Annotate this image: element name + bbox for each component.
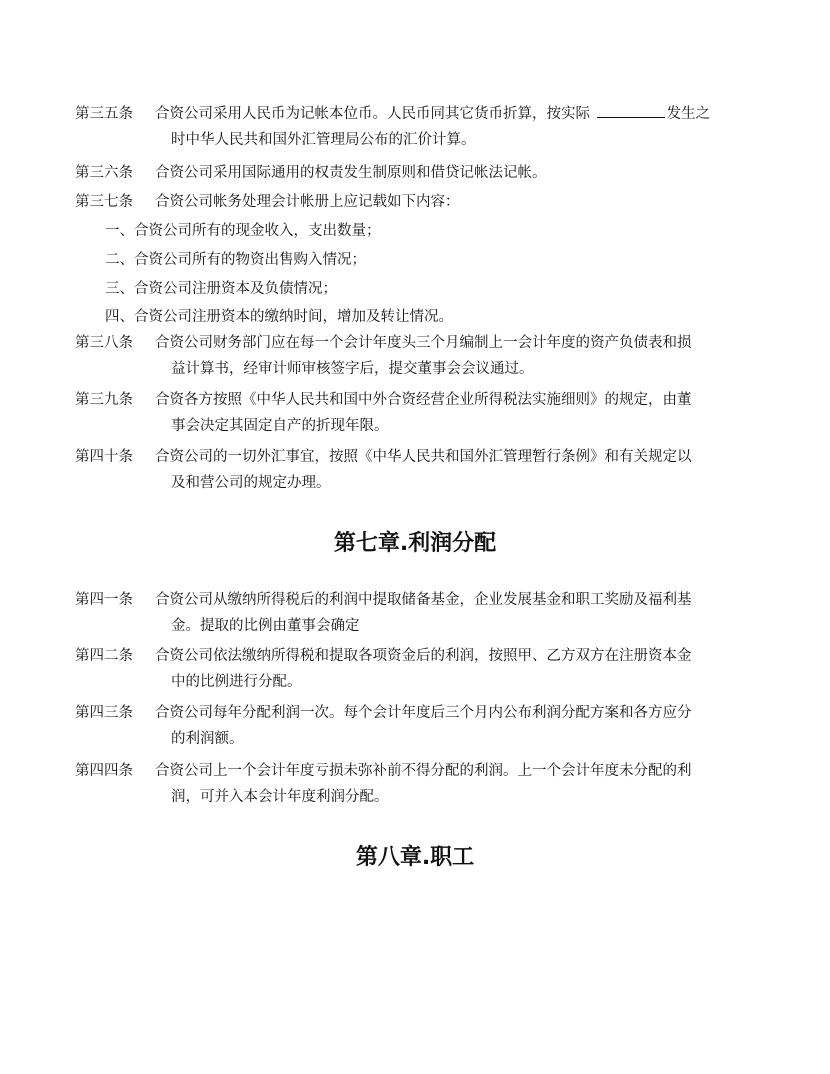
article-44 xyxy=(75,758,775,810)
list-item: 四、合资公司注册资本的缴纳时间，增加及转让情况。 xyxy=(105,309,453,325)
article-number: 第四三条 xyxy=(75,705,133,721)
article-text-cont: 事会决定其固定自产的折现年限。 xyxy=(171,418,389,434)
article-38 xyxy=(75,330,775,382)
article-37 xyxy=(75,189,775,215)
article-text: 合资公司财务部门应在每一个会计年度头三个月编制上一会计年度的资产负债表和损 xyxy=(155,335,692,351)
article-text-cont: 中的比例进行分配。 xyxy=(171,674,302,690)
article-number: 第三八条 xyxy=(75,335,133,351)
article-text: 发生之 xyxy=(666,106,711,122)
article-42 xyxy=(75,643,775,695)
article-number: 第三九条 xyxy=(75,392,133,408)
article-41 xyxy=(75,587,775,639)
article-text: 合资公司采用国际通用的权责发生制原则和借贷记帐法记帐。 xyxy=(155,165,547,181)
chapter-heading: 第八章.职工 xyxy=(355,845,475,870)
article-text: 合资各方按照《中华人民共和国中外合资经营企业所得税法实施细则》的规定，由董 xyxy=(155,392,692,408)
article-text-cont: 益计算书，经审计师审核签字后，提交董事会会议通过。 xyxy=(171,361,534,377)
article-text: 合资公司每年分配利润一次。每个会计年度后三个月内公布利润分配方案和各方应分 xyxy=(155,705,692,721)
article-number: 第四十条 xyxy=(75,449,133,465)
article-text-cont: 及和营公司的规定办理。 xyxy=(171,475,331,491)
article-40 xyxy=(75,444,775,496)
article-number: 第四四条 xyxy=(75,763,133,779)
list-item: 一、合资公司所有的现金收入，支出数量； xyxy=(105,223,381,239)
article-text-cont: 润，可并入本会计年度利润分配。 xyxy=(171,789,389,805)
article-text: 合资公司上一个会计年度亏损未弥补前不得分配的利润。上一个会计年度未分配的利 xyxy=(155,763,692,779)
list-item: 三、合资公司注册资本及负债情况； xyxy=(105,281,337,297)
article-number: 第三七条 xyxy=(75,194,133,210)
article-text: 合资公司从缴纳所得税后的利润中提取储备基金，企业发展基金和职工奖励及福利基 xyxy=(155,592,692,608)
article-43 xyxy=(75,700,775,752)
article-36 xyxy=(75,160,775,186)
article-text-cont: 时中华人民共和国外汇管理局公布的汇价计算。 xyxy=(171,132,476,148)
article-number: 第四一条 xyxy=(75,592,133,608)
article-text: 合资公司的一切外汇事宜，按照《中华人民共和国外汇管理暂行条例》和有关规定以 xyxy=(155,449,692,465)
article-text-cont: 的利润额。 xyxy=(171,731,244,747)
blank-underline xyxy=(597,103,665,118)
article-39 xyxy=(75,387,775,439)
article-text: 合资公司帐务处理会计帐册上应记载如下内容： xyxy=(155,194,460,210)
article-number: 第三六条 xyxy=(75,165,133,181)
article-35 xyxy=(75,101,775,153)
article-number: 第四二条 xyxy=(75,648,133,664)
list-item: 二、合资公司所有的物资出售购入情况； xyxy=(105,252,366,268)
article-text: 合资公司依法缴纳所得税和提取各项资金后的利润，按照甲、乙方双方在注册资本金 xyxy=(155,648,692,664)
article-text-cont: 金。提取的比例由董事会确定 xyxy=(171,618,360,634)
article-text: 合资公司采用人民币为记帐本位币。人民币同其它货币折算，按实际 xyxy=(155,106,595,122)
article-number: 第三五条 xyxy=(75,106,133,122)
chapter-heading: 第七章.利润分配 xyxy=(333,531,497,556)
